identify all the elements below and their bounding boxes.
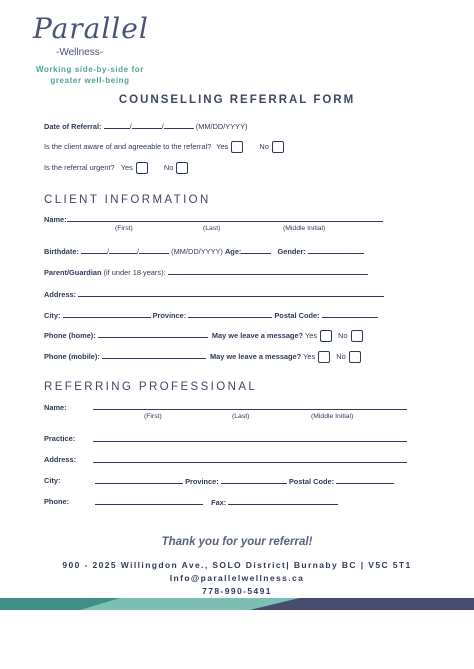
phone-mobile-field[interactable] bbox=[102, 351, 206, 359]
birthdate-row bbox=[44, 246, 364, 256]
client-city-row bbox=[44, 310, 378, 320]
referrer-city-label-wrap bbox=[44, 476, 60, 485]
yes-label: Yes bbox=[305, 331, 318, 340]
client-postal-field[interactable] bbox=[322, 310, 378, 318]
logo-tagline-line-2: greater well-being bbox=[50, 76, 130, 85]
referral-date-label: Date of Referral: bbox=[44, 122, 102, 131]
no-label: No bbox=[336, 352, 346, 361]
phone-home-message-no-checkbox[interactable] bbox=[351, 330, 363, 342]
thank-you-message: Thank you for your referral! bbox=[161, 536, 313, 548]
client-address-field[interactable] bbox=[78, 289, 384, 297]
footer-color-band bbox=[0, 598, 474, 610]
practice-field[interactable] bbox=[93, 434, 407, 442]
practice-row bbox=[44, 434, 75, 443]
client-information-heading: CLIENT INFORMATION bbox=[44, 194, 211, 206]
referrer-city-row bbox=[95, 476, 394, 486]
referrer-city-field[interactable] bbox=[95, 476, 183, 484]
phone-home-message-question: May we leave a message? bbox=[211, 331, 304, 340]
referral-date-row bbox=[44, 121, 248, 131]
phone-mobile-message-no-checkbox[interactable] bbox=[349, 351, 361, 363]
urgent-yes-checkbox[interactable] bbox=[136, 162, 148, 174]
referrer-phone-label: Phone: bbox=[44, 497, 70, 506]
date-slash: / bbox=[137, 247, 140, 256]
footer-email: Info@parallelwellness.ca bbox=[169, 573, 305, 583]
birthdate-day-field[interactable] bbox=[106, 246, 140, 256]
referrer-last-caption: (Last) bbox=[232, 413, 250, 420]
referral-date-format: (MM/DD/YYYY) bbox=[195, 122, 248, 131]
referrer-province-field[interactable] bbox=[221, 476, 287, 484]
date-slash: / bbox=[106, 247, 110, 256]
referrer-postal-label: Postal Code: bbox=[288, 477, 335, 486]
date-slash: / bbox=[129, 122, 132, 131]
referral-date-day-field[interactable] bbox=[129, 121, 162, 131]
referrer-name-label: Name: bbox=[44, 403, 67, 412]
referrer-postal-field[interactable] bbox=[336, 476, 394, 484]
footer-phone: 778-990-5491 bbox=[202, 586, 272, 596]
client-city-label: City: bbox=[44, 311, 61, 320]
birthdate-label: Birthdate: bbox=[44, 247, 79, 256]
client-address-row bbox=[44, 289, 384, 299]
birthdate-format: (MM/DD/YYYY) bbox=[171, 247, 223, 256]
birthdate-month-field[interactable] bbox=[81, 246, 110, 256]
referrer-address-field[interactable] bbox=[93, 455, 407, 463]
referrer-name-row bbox=[44, 402, 407, 412]
referrer-address-label: Address: bbox=[44, 455, 77, 464]
gender-label: Gender: bbox=[277, 247, 306, 256]
referrer-name-field[interactable] bbox=[93, 402, 407, 410]
phone-home-row bbox=[44, 330, 363, 342]
no-label: No bbox=[259, 141, 269, 151]
age-field[interactable] bbox=[241, 246, 271, 254]
no-label: No bbox=[163, 162, 174, 172]
guardian-field[interactable] bbox=[168, 267, 368, 275]
referring-professional-heading: REFERRING PROFESSIONAL bbox=[44, 381, 258, 393]
referral-date-year-field[interactable] bbox=[161, 121, 194, 131]
client-city-field[interactable] bbox=[63, 310, 151, 318]
client-name-label: Name: bbox=[44, 215, 67, 224]
practice-field-wrap bbox=[93, 434, 407, 444]
guardian-note: (if under 18 years): bbox=[103, 268, 166, 277]
phone-mobile-row bbox=[44, 351, 361, 363]
yes-label: Yes bbox=[120, 162, 133, 172]
referrer-address-row bbox=[44, 455, 76, 464]
client-aware-question: Is the client aware of and agreeable to the referral? bbox=[44, 141, 212, 151]
logo-subtitle: -Wellness- bbox=[56, 47, 104, 58]
client-first-caption: (First) bbox=[115, 225, 133, 232]
client-address-label: Address: bbox=[44, 290, 77, 299]
no-label: No bbox=[338, 331, 348, 340]
referrer-city-label: City: bbox=[44, 476, 61, 485]
guardian-label: Parent/Guardian bbox=[44, 268, 102, 277]
urgent-no-checkbox[interactable] bbox=[176, 162, 188, 174]
gender-field[interactable] bbox=[308, 246, 364, 254]
referrer-address-field-wrap bbox=[93, 455, 407, 465]
phone-home-field[interactable] bbox=[98, 330, 208, 338]
referral-urgent-row bbox=[44, 162, 188, 174]
referrer-phone-row bbox=[95, 497, 338, 507]
date-slash: / bbox=[161, 122, 164, 131]
logo-tagline-line-1: Working side-by-side for bbox=[35, 65, 145, 74]
yes-label: Yes bbox=[216, 141, 229, 151]
logo-wordmark: Parallel bbox=[33, 12, 149, 45]
client-last-caption: (Last) bbox=[203, 225, 221, 232]
phone-mobile-message-question: May we leave a message? bbox=[209, 352, 302, 361]
birthdate-year-field[interactable] bbox=[139, 246, 169, 254]
client-province-field[interactable] bbox=[188, 310, 272, 318]
client-aware-yes-checkbox[interactable] bbox=[231, 141, 243, 153]
referrer-fax-label: Fax: bbox=[211, 498, 227, 507]
client-name-field[interactable] bbox=[67, 214, 383, 222]
form-title: COUNSELLING REFERRAL FORM bbox=[118, 94, 356, 106]
client-name-row bbox=[44, 214, 383, 224]
referral-date-month-field[interactable] bbox=[104, 121, 130, 129]
referrer-fax-field[interactable] bbox=[228, 497, 338, 505]
client-aware-no-checkbox[interactable] bbox=[272, 141, 284, 153]
footer-address: 900 - 2025 Willingdon Ave., SOLO District| Burnaby BC | V5C 5T1 bbox=[62, 560, 412, 570]
phone-home-label: Phone (home): bbox=[44, 331, 96, 340]
client-middle-caption: (Middle Initial) bbox=[283, 225, 326, 232]
guardian-row bbox=[44, 267, 368, 277]
phone-home-message-yes-checkbox[interactable] bbox=[320, 330, 332, 342]
referrer-province-label: Province: bbox=[185, 477, 219, 486]
client-postal-label: Postal Code: bbox=[274, 311, 320, 320]
referrer-phone-label-wrap bbox=[44, 497, 69, 506]
referral-urgent-question: Is the referral urgent? bbox=[44, 162, 115, 172]
client-aware-row bbox=[44, 141, 284, 153]
referrer-middle-caption: (Middle Initial) bbox=[311, 413, 354, 420]
age-label: Age: bbox=[224, 247, 242, 256]
referrer-phone-field[interactable] bbox=[95, 497, 203, 505]
phone-mobile-label: Phone (mobile): bbox=[44, 352, 100, 361]
yes-label: Yes bbox=[303, 352, 316, 361]
practice-label: Practice: bbox=[44, 434, 76, 443]
phone-mobile-message-yes-checkbox[interactable] bbox=[318, 351, 330, 363]
referrer-first-caption: (First) bbox=[144, 413, 162, 420]
client-province-label: Province: bbox=[152, 311, 187, 320]
